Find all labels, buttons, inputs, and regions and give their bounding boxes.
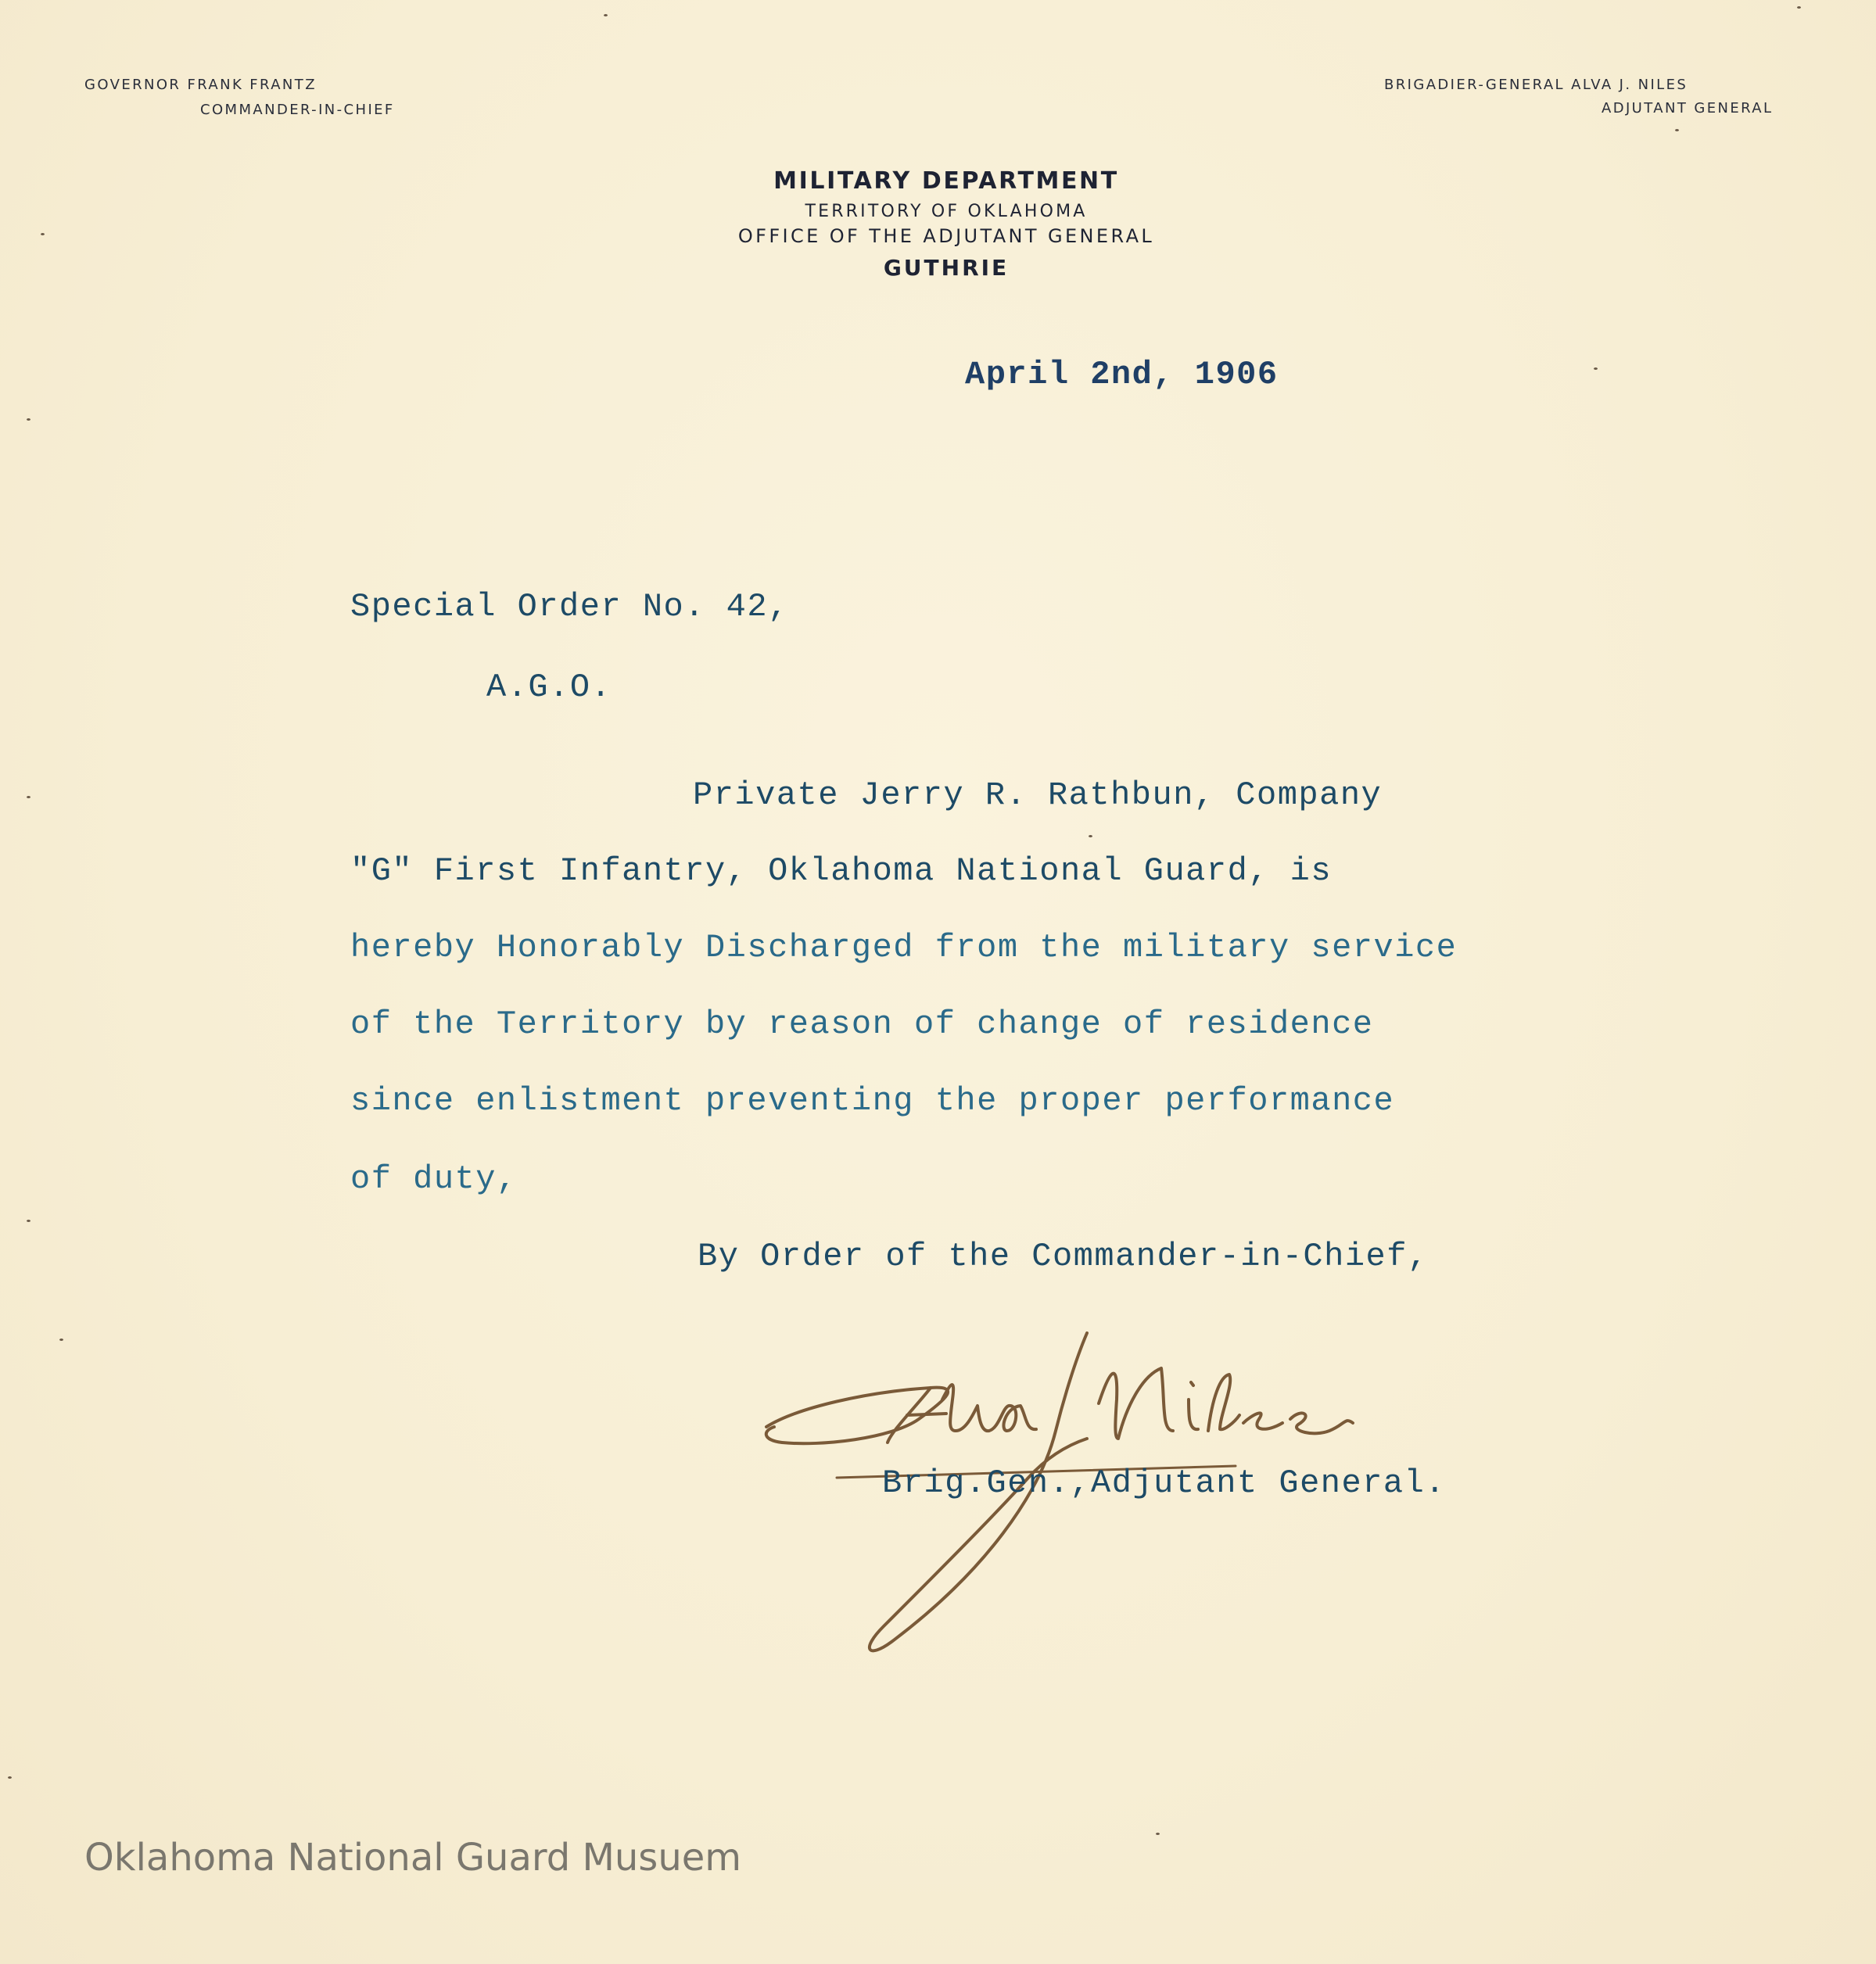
letterhead-adjutant-name: BRIGADIER-GENERAL ALVA J. NILES — [1384, 77, 1688, 93]
office-abbreviation: A.G.O. — [486, 668, 612, 706]
body-line: of the Territory by reason of change of residence — [350, 1005, 1374, 1043]
order-number: Special Order No. 42, — [350, 588, 789, 625]
letterhead-territory: TERRITORY OF OKLAHOMA — [805, 202, 1088, 221]
letterhead-governor-name: GOVERNOR FRANK FRANTZ — [84, 77, 317, 93]
letterhead-department: MILITARY DEPARTMENT — [773, 167, 1119, 195]
letterhead-adjutant-title: ADJUTANT GENERAL — [1602, 100, 1774, 116]
paper-speck — [1156, 1833, 1160, 1835]
paper-speck — [1089, 835, 1092, 837]
paper-speck — [27, 796, 30, 798]
paper-speck — [59, 1339, 63, 1341]
body-line: hereby Honorably Discharged from the military service — [350, 929, 1458, 966]
paper-speck — [41, 233, 45, 235]
paper-speck — [8, 1776, 12, 1779]
paper-speck — [27, 1220, 30, 1222]
letterhead-office: OFFICE OF THE ADJUTANT GENERAL — [737, 225, 1155, 247]
body-line: Private Jerry R. Rathbun, Company — [693, 776, 1383, 814]
closing-line: By Order of the Commander-in-Chief, — [698, 1238, 1429, 1275]
paper-speck — [1797, 6, 1801, 9]
letter-date: April 2nd, 1906 — [965, 356, 1279, 393]
signer-title: Brig.Gen.,Adjutant General. — [882, 1464, 1447, 1502]
paper-speck — [1675, 129, 1679, 131]
letterhead-governor-title: COMMANDER-IN-CHIEF — [200, 102, 395, 118]
paper-speck — [1594, 367, 1598, 370]
letterhead-city: GUTHRIE — [883, 255, 1010, 281]
body-line: "G" First Infantry, Oklahoma National Guard, is — [350, 852, 1333, 890]
paper-speck — [604, 14, 608, 16]
body-line: since enlistment preventing the proper performance — [350, 1082, 1395, 1120]
museum-watermark: Oklahoma National Guard Musuem — [84, 1836, 742, 1880]
paper-speck — [27, 418, 30, 421]
body-line: of duty, — [350, 1160, 518, 1198]
